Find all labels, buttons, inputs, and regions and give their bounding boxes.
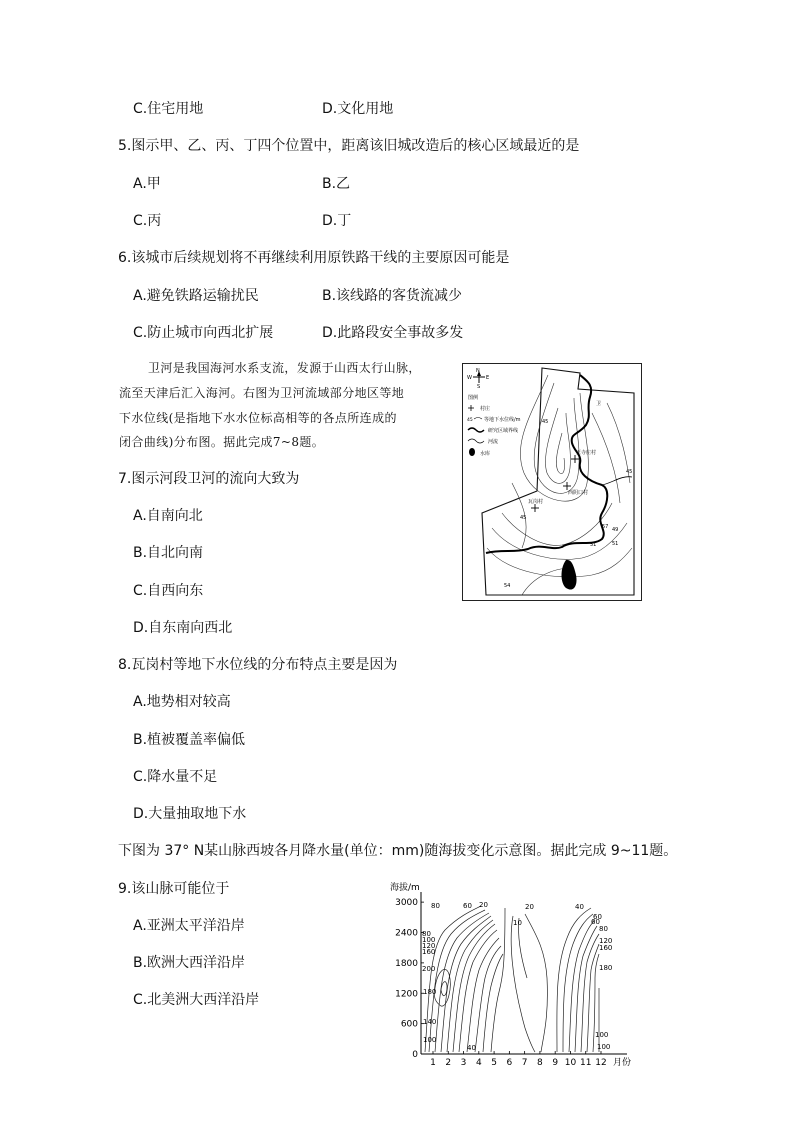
isohyet-label: 80	[599, 925, 608, 933]
isohyet-label: 120	[599, 937, 613, 945]
q6-stem: 6.该城市后续规划将不再继续利用原铁路干线的主要原因可能是	[118, 250, 510, 266]
compass-e: E	[486, 375, 490, 381]
q5-option-b: B.乙	[322, 176, 351, 192]
isohyet-label: 100	[423, 1036, 437, 1044]
contour-label: 45	[520, 515, 527, 521]
isohyet-label: 160	[599, 944, 613, 952]
village-legend-icon	[468, 405, 474, 411]
contour-label: 54	[504, 583, 511, 589]
legend-contour: 等地下水位线/m	[484, 417, 521, 423]
q4-option-d: D.文化用地	[322, 101, 394, 117]
compass-s: S	[477, 384, 481, 390]
q9-option-c: C.北美洲大西洋沿岸	[133, 992, 260, 1008]
isohyet-label: 100	[595, 1031, 609, 1039]
q7-option-c: C.自西向东	[133, 583, 204, 599]
isohyet-label: 60	[463, 902, 472, 910]
y-axis-label: 海拔/m	[390, 883, 420, 893]
precipitation-altitude-chart	[385, 878, 635, 1068]
legend-village: 村庄	[480, 406, 491, 412]
y-tick-label: 2400	[395, 928, 418, 939]
isohyet-label: 80	[431, 902, 440, 910]
passage-weihe-line2: 流至天津后汇入海河。右图为卫河流域部分地区等地	[119, 386, 405, 400]
q7-option-b: B.自北向南	[133, 545, 204, 561]
q5-option-a: A.甲	[133, 176, 161, 192]
passage-weihe-line4: 闭合曲线)分布图。据此完成7~8题。	[119, 435, 325, 449]
q5-option-c: C.丙	[133, 213, 162, 229]
contour-label: 45	[542, 419, 549, 425]
passage-mountain: 下图为 37° N某山脉西坡各月降水量(单位：mm)随海拔变化示意图。据此完成 9~11题。	[118, 843, 678, 859]
x-tick-label: 5	[491, 1058, 497, 1068]
x-tick-label: 2	[445, 1058, 452, 1068]
reservoir-legend-icon	[469, 448, 475, 456]
isohyet-label: 140	[423, 1018, 437, 1026]
isohyet-label: 20	[525, 903, 534, 911]
weihe-river	[486, 375, 607, 553]
x-tick-label: 7	[521, 1058, 528, 1068]
q9-stem: 9.该山脉可能位于	[118, 881, 230, 897]
isohyet-label: 20	[479, 901, 488, 909]
isohyet-label: 80	[422, 930, 431, 938]
q6-option-c: C.防止城市向西北扩展	[133, 325, 274, 341]
contour-label: 51	[590, 542, 597, 548]
boundary-legend-icon	[468, 428, 484, 432]
q9-option-b: B.欧洲大西洋沿岸	[133, 955, 246, 971]
y-ticks	[395, 898, 424, 1060]
village-wangsizhuang	[571, 455, 579, 463]
contour-lines	[487, 375, 632, 595]
q6-option-b: B.该线路的客货流减少	[322, 288, 463, 304]
groundwater-contour-map	[462, 363, 642, 601]
y-tick-label: 600	[400, 1019, 418, 1030]
legend-river: 河流	[488, 439, 499, 445]
river-name-label: 卫	[596, 401, 602, 407]
contour-label: 49	[612, 527, 619, 533]
passage-weihe-line3: 下水位线(是指地下水水位标高相等的各点所连成的	[119, 411, 397, 425]
isohyet-label: 60	[593, 913, 602, 921]
q7-option-a: A.自南向北	[133, 508, 203, 524]
contour-label: 51	[612, 541, 619, 547]
reservoir-icon	[562, 560, 577, 590]
y-tick-label: 3000	[395, 898, 418, 909]
legend-reservoir: 水库	[480, 451, 491, 457]
contour-legend-icon	[474, 418, 482, 420]
passage-weihe-line1: 卫河是我国海河水系支流，发源于山西太行山脉，	[148, 361, 421, 375]
compass-icon	[467, 368, 489, 390]
isohyet-label: 120	[422, 942, 436, 950]
x-tick-label: 10	[564, 1058, 577, 1068]
village-wagang	[531, 504, 539, 512]
q8-option-b: B.植被覆盖率偏低	[133, 732, 246, 748]
isohyet-label: 100	[422, 936, 436, 944]
x-tick-label: 8	[537, 1058, 543, 1068]
compass-n: N	[476, 368, 480, 374]
contour-label: 45	[626, 469, 633, 475]
isohyet-lines	[425, 906, 599, 1052]
q6-option-d: D.此路段安全事故多发	[322, 325, 464, 341]
contour-label: 57	[602, 524, 609, 530]
village-label-wagang: 瓦岗村	[528, 499, 544, 505]
q8-stem: 8.瓦岗村等地下水位线的分布特点主要是因为	[118, 657, 398, 673]
y-tick-label: 1800	[395, 958, 418, 969]
x-tick-label: 1	[430, 1058, 436, 1068]
q4-option-c: C.住宅用地	[133, 101, 204, 117]
y-tick-label: 1200	[395, 989, 418, 1000]
q8-option-d: D.大量抽取地下水	[133, 806, 247, 822]
isohyet-label: 160	[422, 948, 436, 956]
x-axis-unit-label: 月份	[613, 1058, 632, 1068]
x-tick-label: 6	[506, 1058, 513, 1068]
legend-contour-sample: 45	[467, 418, 473, 423]
river-legend-icon	[468, 439, 484, 443]
map-legend	[467, 394, 521, 457]
isohyet-label: 10	[513, 919, 522, 927]
isohyet-label: 60	[591, 918, 600, 926]
q9-option-a: A.亚洲太平洋沿岸	[133, 918, 245, 934]
isohyet-label: 200	[422, 965, 436, 973]
q5-option-d: D.丁	[322, 213, 352, 229]
x-tick-label: 9	[552, 1058, 559, 1068]
x-tick-label: 4	[475, 1058, 482, 1068]
q6-option-a: A.避免铁路运输扰民	[133, 288, 259, 304]
q7-stem: 7.图示河段卫河的流向大致为	[118, 471, 300, 487]
x-tick-label: 11	[580, 1058, 592, 1068]
x-tick-label: 3	[460, 1058, 467, 1068]
x-tick-label: 12	[595, 1058, 607, 1068]
legend-boundary: 研究区域界线	[488, 428, 519, 434]
q8-option-a: A.地势相对较高	[133, 694, 231, 710]
isohyet-label: 180	[599, 964, 613, 972]
village-xiyinkou	[563, 482, 571, 490]
isohyet-label: 100	[597, 1043, 611, 1051]
isohyet-label: 180	[423, 988, 437, 996]
compass-w: W	[467, 375, 472, 381]
village-label-xiyinkou: 西阴口村	[568, 490, 589, 496]
isohyet-label: 40	[467, 1044, 476, 1052]
y-tick-label: 0	[412, 1050, 418, 1060]
legend-title: 图例	[468, 395, 479, 401]
q7-option-d: D.自东南向西北	[133, 620, 233, 636]
village-label-wangsizhuang: 王寺庄村	[576, 450, 597, 456]
q5-stem: 5.图示甲、乙、丙、丁四个位置中，距离该旧城改造后的核心区域最近的是	[118, 138, 580, 154]
isohyet-label: 40	[575, 903, 584, 911]
q8-option-c: C.降水量不足	[133, 769, 218, 785]
